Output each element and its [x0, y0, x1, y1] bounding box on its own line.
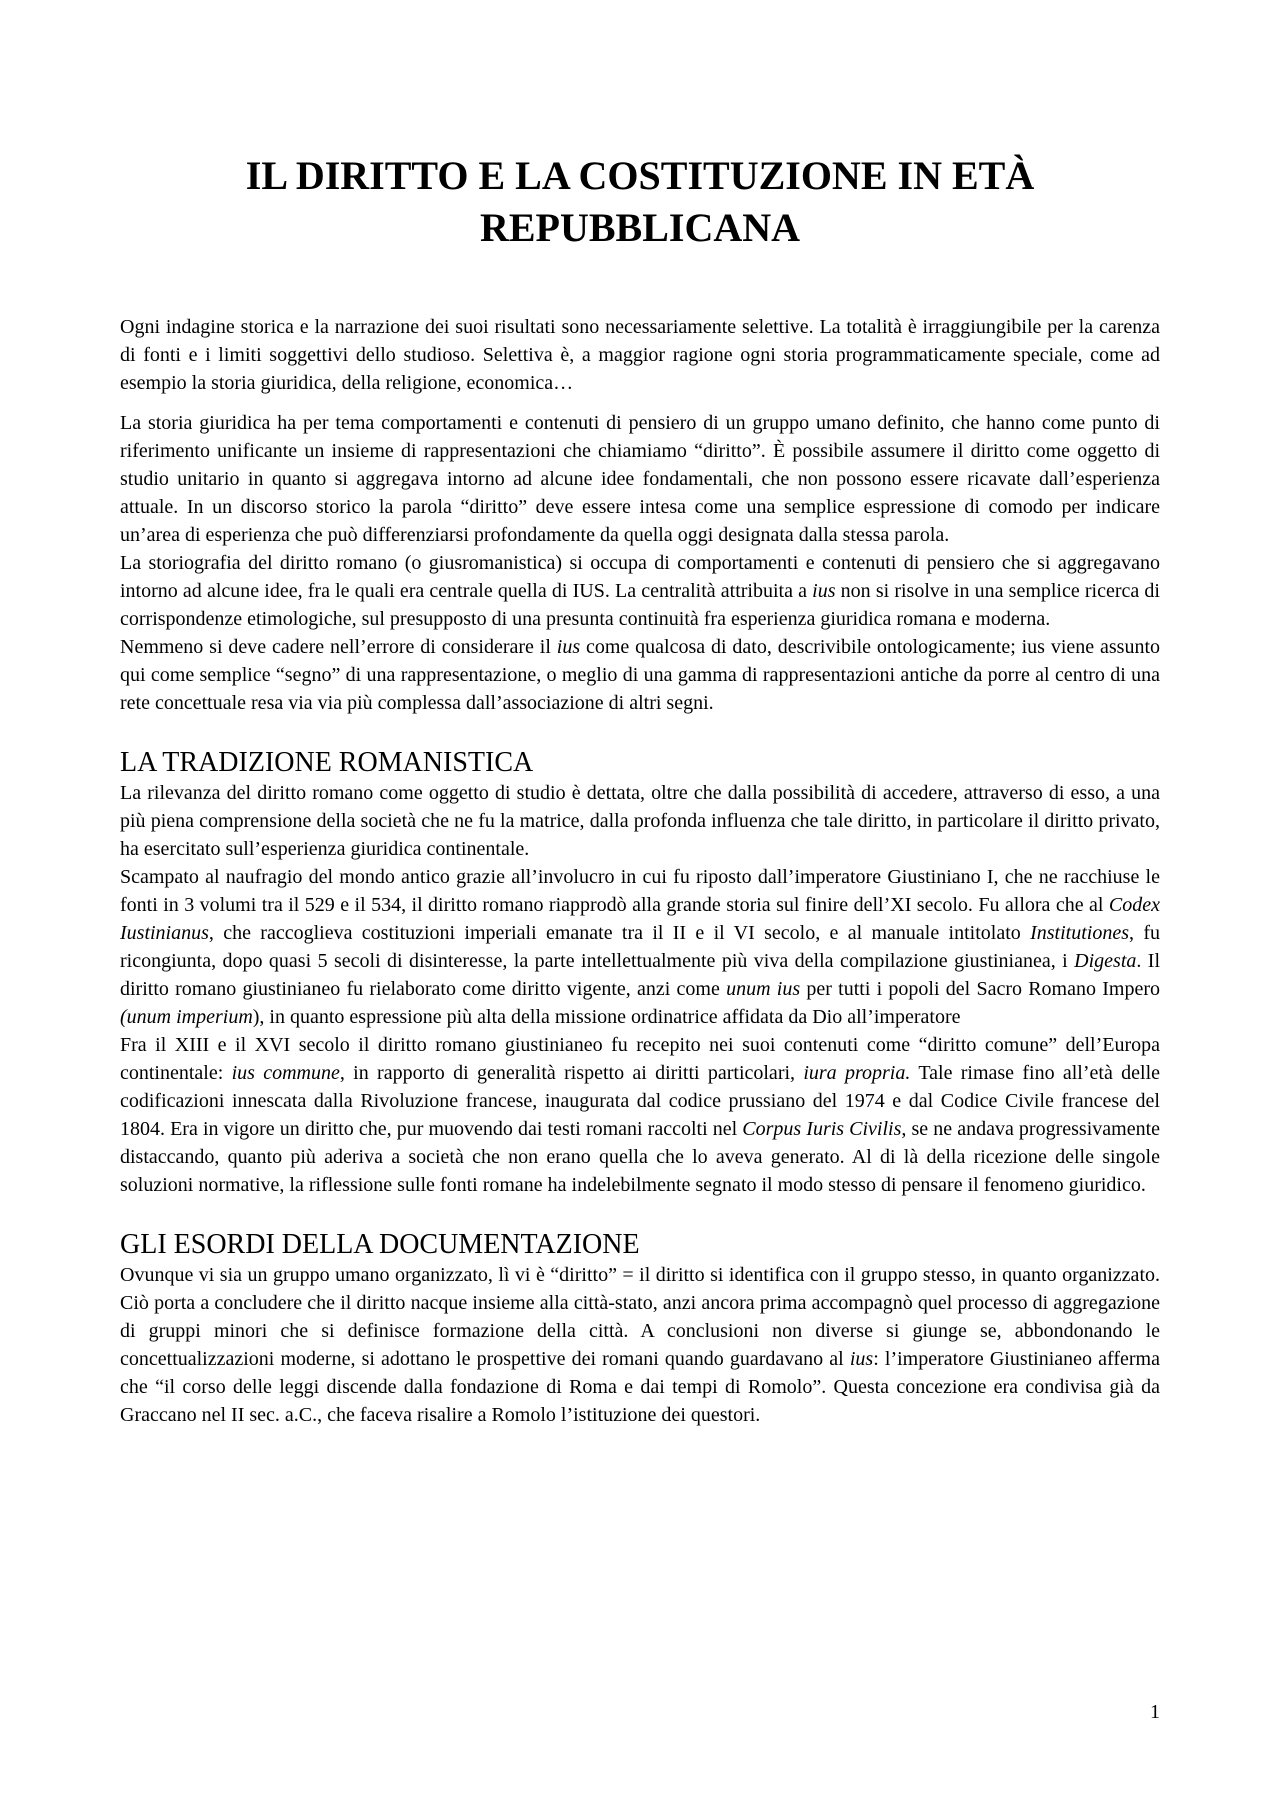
text-run: ), in quanto espressione più alta della missione ordinatrice affidata da Dio all’imperatore: [252, 1006, 961, 1028]
italic-term: ius: [812, 580, 836, 602]
italic-term: ius: [556, 636, 581, 658]
section-heading-esordi: GLI ESORDI DELLA DOCUMENTAZIONE: [120, 1229, 640, 1260]
page-title-line-1: IL DIRITTO E LA COSTITUZIONE IN ETÀ: [245, 153, 1035, 198]
text-run: Scampato al naufragio del mondo antico grazie all’involucro in cui fu riposto dall’imperatore Giustiniano I, che ne racchiuse le fonti in 3 volumi tra il 529 e il 534, il diritto romano riapprodò alla grande storia sul finire dell’XI secolo. Fu allora che al: [120, 866, 1160, 916]
text-run: , fu ricongiunta, dopo quasi 5 secoli di disinteresse, la parte intellettualmente più viva della compilazione giustinianea, i: [120, 922, 1160, 972]
text-run: Nemmeno si deve cadere nell’errore di considerare il: [120, 636, 557, 658]
text-run: : l’imperatore Giustinianeo afferma che “il corso delle leggi discende dalla fondazione di Roma e dai tempi di Romolo”. Questa concezione era condivisa già da Graccano nel II sec. a.C., che faceva risalire a Romolo l’istituzione dei questori.: [120, 1348, 1160, 1426]
intro-paragraph-4: [120, 633, 1160, 717]
text-run: , in rapporto di generalità rispetto ai diritti particolari,: [339, 1062, 804, 1084]
section-heading-tradizione: LA TRADIZIONE ROMANISTICA: [120, 747, 534, 778]
text-run: Fra il XIII e il XVI secolo il diritto romano giustinianeo fu recepito nei suoi contenuti come “diritto comune” dell’Europa continentale:: [120, 1034, 1160, 1084]
italic-term: (unum imperium: [120, 1006, 253, 1028]
page-title-line-2: REPUBBLICANA: [479, 205, 801, 250]
page-number: 1: [1150, 1701, 1160, 1723]
italic-term: Codex Iustinianus: [120, 894, 1160, 944]
text-run: Tale rimase fino all’età delle codificazioni innescata dalla Rivoluzione francese, inaugurata dal codice prussiano del 1974 e dal Codice Civile francese del 1804. Era in vigore un diritto che, pur muovendo dai testi romani raccolti nel: [120, 1062, 1161, 1140]
section1-paragraph-2: [120, 863, 1160, 1031]
text-run: per tutti i popoli del Sacro Romano Impero: [800, 978, 1160, 1000]
text-run: non si risolve in una semplice ricerca di corrispondenze etimologiche, sul presupposto di una presunta continuità fra esperienza giuridica romana e moderna.: [120, 580, 1160, 630]
text-run: , che raccoglieva costituzioni imperiali emanate tra il II e il VI secolo, e al manuale intitolato: [208, 922, 1031, 944]
italic-term: Corpus Iuris Civilis: [742, 1118, 902, 1140]
italic-term: iura propria.: [803, 1062, 911, 1084]
text-run: , se ne andava progressivamente distaccando, quanto più aderiva a società che non erano quella che lo aveva generato. Al di là della ricezione delle singole soluzioni normative, la riflessione sulle fonti romane ha indelebilmente segnato il modo stesso di pensare il fenomeno giuridico.: [120, 1118, 1161, 1196]
text-run: La storiografia del diritto romano (o giusromanistica) si occupa di comportamenti e contenuti di pensiero che si aggregavano intorno ad alcune idee, fra le quali era centrale quella di IUS. La centralità attribuita a: [120, 552, 1160, 602]
page-title: [150, 150, 1130, 254]
intro-paragraph-1: Ogni indagine storica e la narrazione dei suoi risultati sono necessariamente selettive. La totalità è irraggiungibile per la carenza di fonti e i limiti soggettivi dello studioso. Selettiva è, a maggior ragione ogni storia programmaticamente speciale, come ad esempio la storia giuridica, della religione, economica…: [120, 316, 1160, 394]
intro-paragraph-2: La storia giuridica ha per tema comportamenti e contenuti di pensiero di un gruppo umano definito, che hanno come punto di riferimento unificante un insieme di rappresentazioni che chiamiamo “diritto”. È possibile assumere il diritto come oggetto di studio unitario in quanto si aggregava intorno ad alcune idee fondamentali, che non possono essere ricavate dall’esperienza attuale. In un discorso storico la parola “diritto” deve essere intesa come una semplice espressione di comodo per indicare un’area di esperienza che può differenziarsi profondamente da quella oggi designata dalla stessa parola.: [120, 412, 1160, 546]
section1-paragraph-1: La rilevanza del diritto romano come oggetto di studio è dettata, oltre che dalla possibilità di accedere, attraverso di esso, a una più piena comprensione della società che ne fu la matrice, dalla profonda influenza che tale diritto, in particolare il diritto privato, ha esercitato sull’esperienza giuridica continentale.: [120, 782, 1160, 860]
italic-term: ius: [849, 1348, 874, 1370]
italic-term: Digesta: [1074, 950, 1137, 972]
document-body: [120, 313, 1160, 1429]
italic-term: unum ius: [726, 978, 801, 1000]
section2-paragraph-1: [120, 1261, 1160, 1429]
intro-paragraph-3: [120, 549, 1160, 633]
text-run: Ovunque vi sia un gruppo umano organizzato, lì vi è “diritto” = il diritto si identifica con il gruppo stesso, in quanto organizzato. Ciò porta a concludere che il diritto nacque insieme alla città-stato, anzi ancora prima accompagnò quel processo di aggregazione di gruppi minori che si definisce formazione della città. A conclusioni non diverse si giunge se, abbondonando le concettualizzazioni moderne, si adottano le prospettive dei romani quando guardavano al: [120, 1264, 1160, 1370]
italic-term: ius commune: [231, 1062, 340, 1084]
section1-paragraph-3: [120, 1031, 1160, 1199]
italic-term: Institutiones: [1030, 922, 1129, 944]
text-run: . Il diritto romano giustinianeo fu rielaborato come diritto vigente, anzi come: [120, 950, 1161, 1000]
text-run: come qualcosa di dato, descrivibile ontologicamente; ius viene assunto qui come semplice “segno” di una rappresentazione, o meglio di una gamma di rappresentazioni antiche da porre al centro di una rete concettuale resa via via più complessa dall’associazione di altri segni.: [120, 636, 1161, 714]
